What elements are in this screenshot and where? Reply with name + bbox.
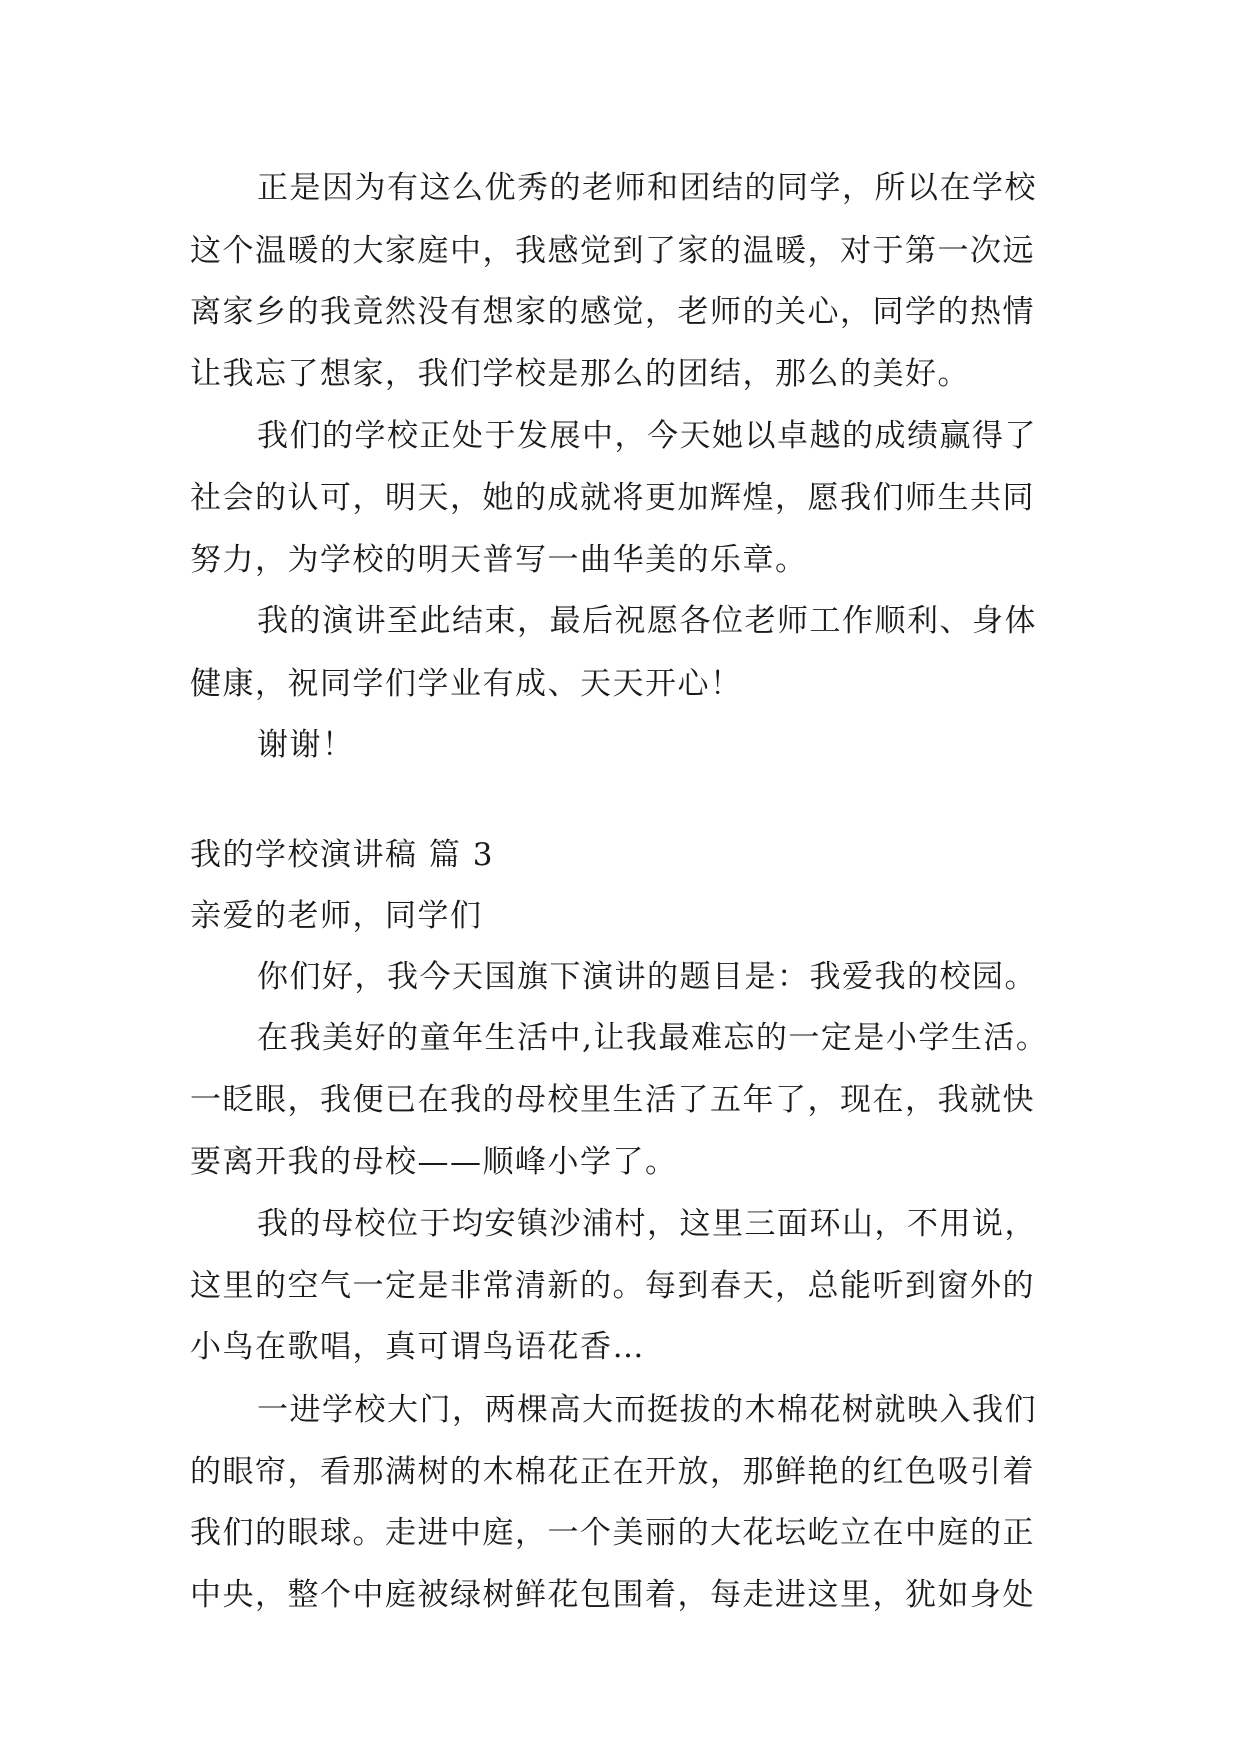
paragraph-line: 中央，整个中庭被绿树鲜花包围着，每走进这里，犹如身处	[190, 1577, 1035, 1613]
paragraph-line: 要离开我的母校——顺峰小学了。	[190, 1144, 678, 1180]
paragraph-line: 健康，祝同学们学业有成、天天开心！	[190, 666, 743, 702]
paragraph-line: 离家乡的我竟然没有想家的感觉，老师的关心，同学的热情	[190, 294, 1035, 330]
paragraph-line: 我的母校位于均安镇沙浦村，这里三面环山，不用说，	[257, 1206, 1037, 1242]
paragraph-line: 谢谢！	[257, 727, 355, 763]
paragraph-line: 让我忘了想家，我们学校是那么的团结，那么的美好。	[190, 356, 970, 392]
paragraph-line: 在我美好的童年生活中,让我最难忘的一定是小学生活。	[257, 1020, 1049, 1056]
salutation: 亲爱的老师，同学们	[190, 898, 483, 934]
paragraph-line: 小鸟在歌唱，真可谓鸟语花香…	[190, 1329, 645, 1365]
paragraph-line: 一进学校大门，两棵高大而挺拔的木棉花树就映入我们	[257, 1392, 1037, 1428]
paragraph-line: 这里的空气一定是非常清新的。每到春天，总能听到窗外的	[190, 1268, 1035, 1304]
paragraph-line: 这个温暖的大家庭中，我感觉到了家的温暖，对于第一次远	[190, 233, 1035, 269]
section-title: 我的学校演讲稿 篇 3	[190, 837, 494, 873]
paragraph-line: 社会的认可，明天，她的成就将更加辉煌，愿我们师生共同	[190, 480, 1035, 516]
paragraph-line: 我的演讲至此结束，最后祝愿各位老师工作顺利、身体	[257, 603, 1037, 639]
paragraph-line: 你们好，我今天国旗下演讲的题目是：我爱我的校园。	[257, 959, 1037, 995]
paragraph-line: 我们的眼球。走进中庭，一个美丽的大花坛屹立在中庭的正	[190, 1515, 1035, 1551]
paragraph-line: 正是因为有这么优秀的老师和团结的同学，所以在学校	[257, 170, 1037, 206]
paragraph-line: 一眨眼，我便已在我的母校里生活了五年了，现在，我就快	[190, 1082, 1035, 1118]
paragraph-line: 的眼帘，看那满树的木棉花正在开放，那鲜艳的红色吸引着	[190, 1454, 1035, 1490]
paragraph-line: 努力，为学校的明天普写一曲华美的乐章。	[190, 542, 808, 578]
paragraph-line: 我们的学校正处于发展中，今天她以卓越的成绩赢得了	[257, 418, 1037, 454]
